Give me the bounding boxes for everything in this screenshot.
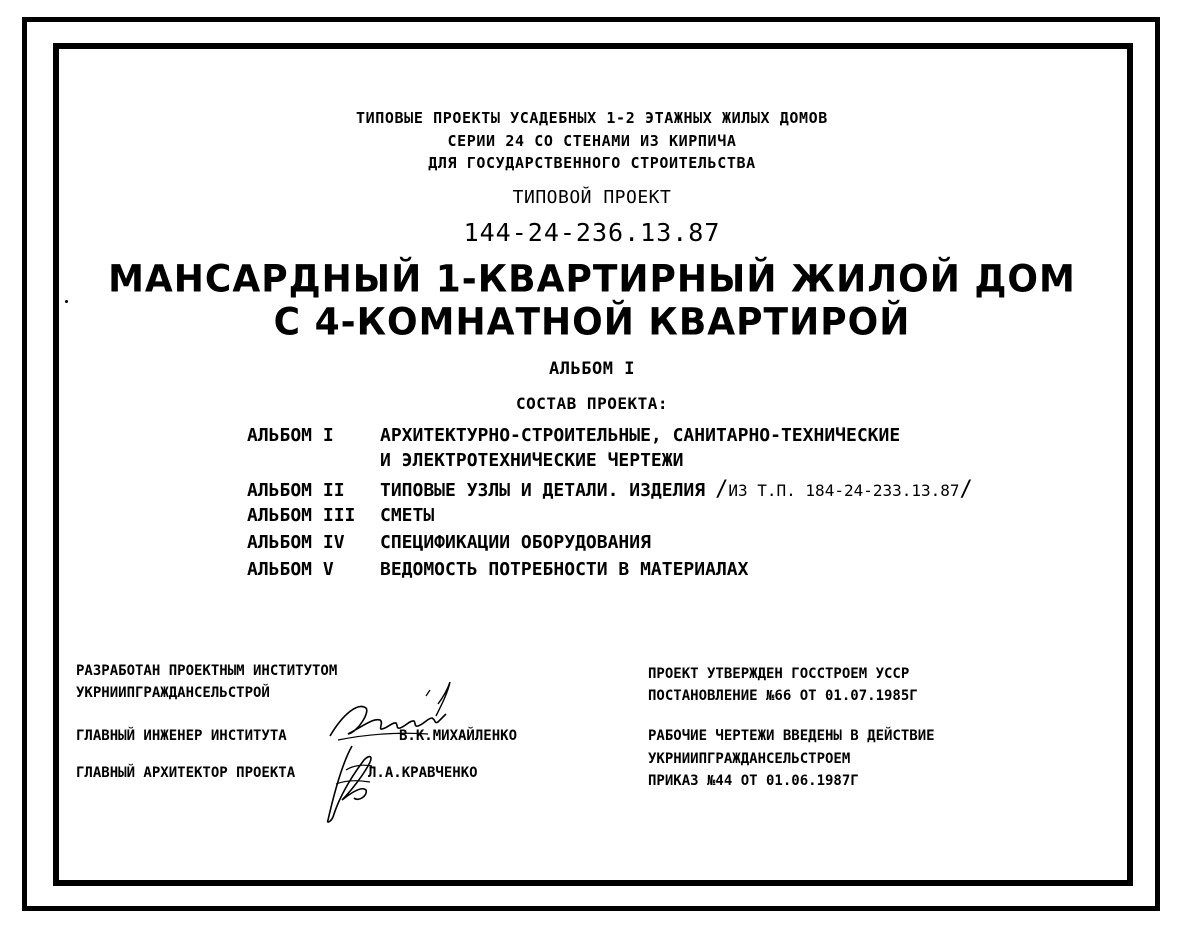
- chief-architect-label: ГЛАВНЫЙ АРХИТЕКТОР ПРОЕКТА: [76, 765, 296, 781]
- album-row: [247, 561, 748, 579]
- approval-line-2: ПОСТАНОВЛЕНИЕ №66 ОТ 01.07.1985Г: [648, 688, 918, 704]
- project-number: 144-24-236.13.87: [463, 218, 721, 247]
- title-line-1: МАНСАРДНЫЙ 1-КВАРТИРНЫЙ ЖИЛОЙ ДОМ: [108, 257, 1076, 301]
- title-line-2: С 4-КОМНАТНОЙ КВАРТИРОЙ: [273, 300, 911, 344]
- album-label: АЛЬБОМ I: [549, 359, 635, 379]
- album-code: АЛЬБОМ III: [247, 505, 356, 526]
- album-row: [247, 427, 900, 445]
- album-name-continuation: И ЭЛЕКТРОТЕХНИЧЕСКИЕ ЧЕРТЕЖИ: [380, 450, 684, 471]
- chief-engineer-name: В.К.МИХАЙЛЕНКО: [399, 728, 518, 744]
- chief-architect-name: Л.А.КРАВЧЕНКО: [368, 765, 478, 781]
- series-line-3: ДЛЯ ГОСУДАРСТВЕННОГО СТРОИТЕЛЬСТВА: [428, 154, 756, 172]
- chief-engineer-label: ГЛАВНЫЙ ИНЖЕНЕР ИНСТИТУТА: [76, 728, 287, 744]
- approval-line-3: РАБОЧИЕ ЧЕРТЕЖИ ВВЕДЕНЫ В ДЕЙСТВИЕ: [648, 728, 935, 744]
- album-code: АЛЬБОМ I: [247, 425, 334, 446]
- architect-signature-icon: [322, 740, 382, 825]
- album-row: АЛЬБОМ II ТИПОВЫЕ УЗЛЫ И ДЕТАЛИ. ИЗДЕЛИЯ /ИЗ Т.П. 184-24-233.13.87/: [247, 477, 973, 502]
- album-row: [247, 507, 434, 525]
- album-reference: ИЗ Т.П. 184-24-233.13.87: [728, 481, 960, 500]
- speck: [65, 300, 68, 303]
- approval-line-5: ПРИКАЗ №44 ОТ 01.06.1987Г: [648, 773, 859, 789]
- album-code: АЛЬБОМ IV: [247, 532, 345, 553]
- album-row: [247, 534, 651, 552]
- album-name: СПЕЦИФИКАЦИИ ОБОРУДОВАНИЯ: [380, 532, 651, 553]
- contents-heading: СОСТАВ ПРОЕКТА:: [516, 394, 668, 413]
- developer-line-2: УКРНИИПГРАЖДАНСЕЛЬСТРОЙ: [76, 685, 270, 701]
- album-code: АЛЬБОМ II: [247, 480, 345, 501]
- project-label: ТИПОВОЙ ПРОЕКТ: [512, 187, 672, 208]
- album-name: ТИПОВЫЕ УЗЛЫ И ДЕТАЛИ. ИЗДЕЛИЯ: [380, 480, 706, 501]
- approval-line-4: УКРНИИПГРАЖДАНСЕЛЬСТРОЕМ: [648, 751, 851, 767]
- series-line-1: ТИПОВЫЕ ПРОЕКТЫ УСАДЕБНЫХ 1-2 ЭТАЖНЫХ ЖИЛЫХ ДОМОВ: [356, 109, 828, 127]
- album-name: ВЕДОМОСТЬ ПОТРЕБНОСТИ В МАТЕРИАЛАХ: [380, 559, 749, 580]
- series-line-2: СЕРИИ 24 СО СТЕНАМИ ИЗ КИРПИЧА: [447, 132, 737, 150]
- approval-line-1: ПРОЕКТ УТВЕРЖДЕН ГОССТРОЕМ УССР: [648, 666, 910, 682]
- album-code: АЛЬБОМ V: [247, 559, 334, 580]
- developer-line-1: РАЗРАБОТАН ПРОЕКТНЫМ ИНСТИТУТОМ: [76, 663, 338, 679]
- album-name: АРХИТЕКТУРНО-СТРОИТЕЛЬНЫЕ, САНИТАРНО-ТЕХНИЧЕСКИЕ: [380, 425, 901, 446]
- album-name: СМЕТЫ: [380, 505, 435, 526]
